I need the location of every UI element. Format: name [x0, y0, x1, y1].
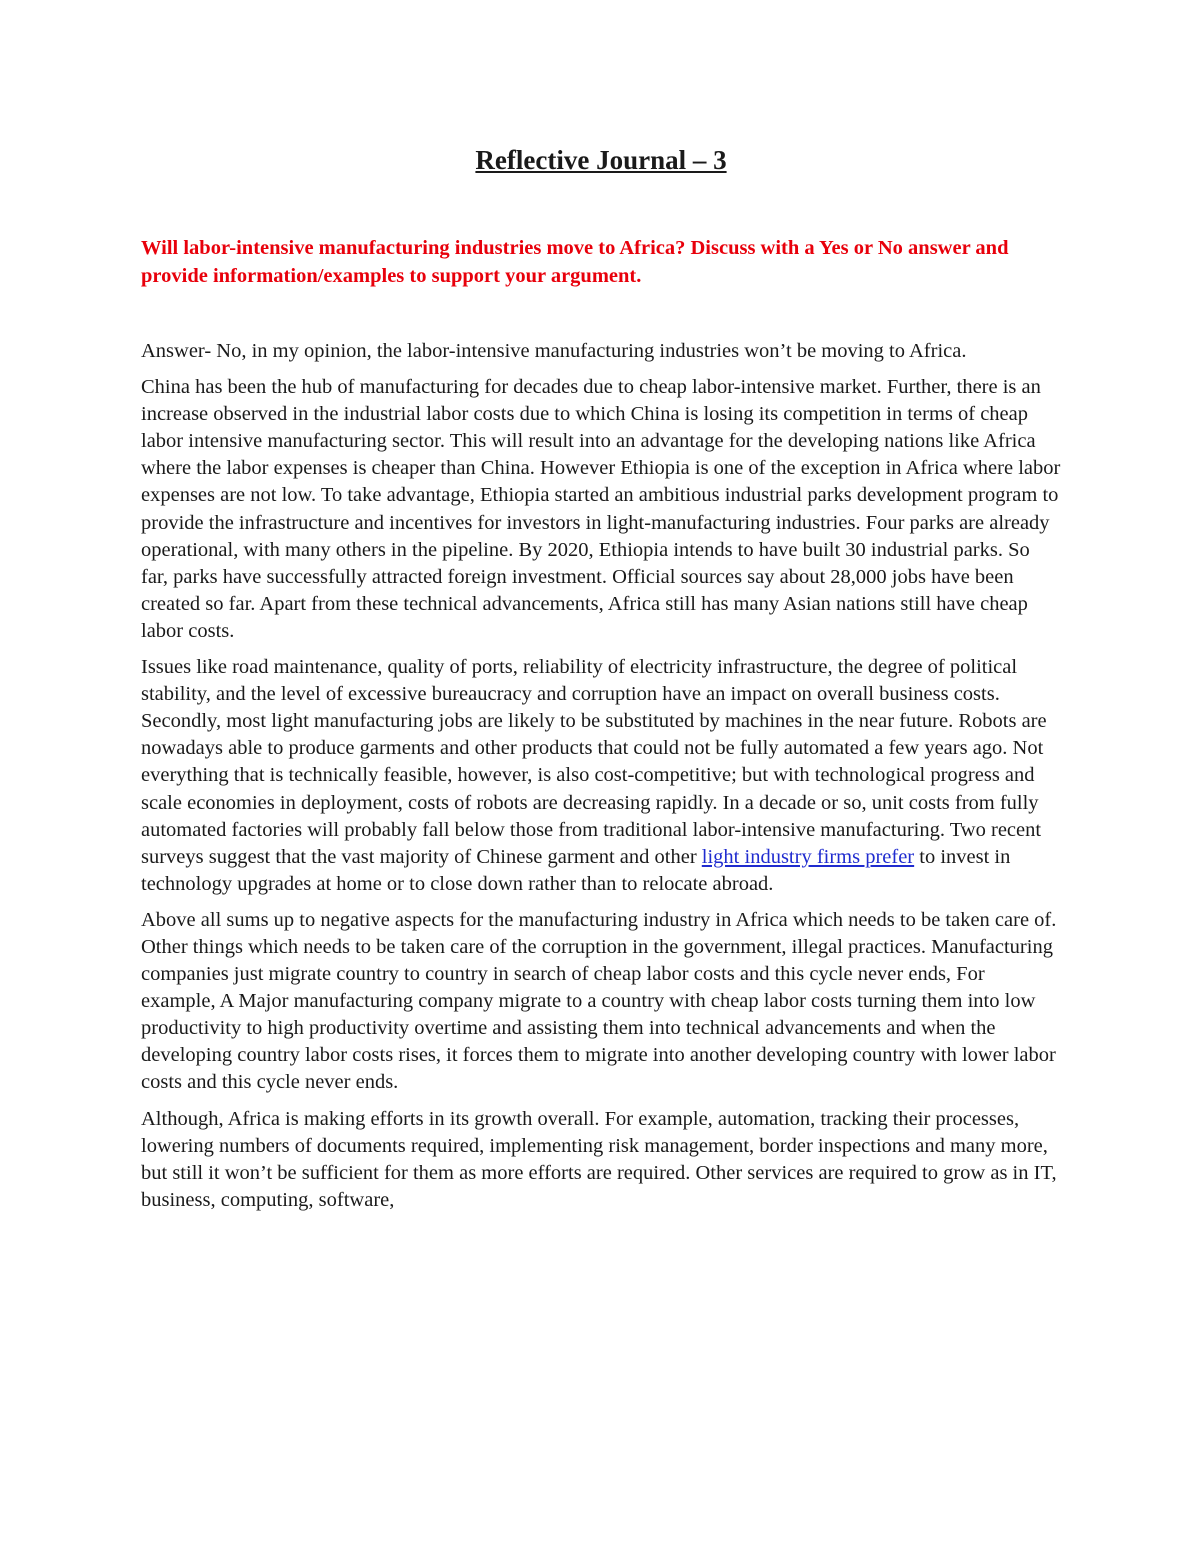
paragraph-china: China has been the hub of manufacturing for decades due to cheap labor-intensive market. Further, there is an increase observed in the industrial labor costs due to which China is losing its competition in terms of cheap labor intensive manufacturing sector. This will result into an advantage for the developing nations like Africa where the labor expenses is cheaper than China. However Ethiopia is one of the exception in Africa where labor expenses are not low. To take advantage, Ethiopia started an ambitious industrial parks development program to provide the infrastructure and incentives for investors in light-manufacturing industries. Four parks are already operational, with many others in the pipeline. By 2020, Ethiopia intends to have built 30 industrial parks. So far, parks have successfully attracted foreign investment. Official sources say about 28,000 jobs have been created so far. Apart from these technical advancements, Africa still has many Asian nations still have cheap labor costs. [141, 376, 1061, 642]
paragraph-issues [141, 654, 1061, 898]
paragraph-although: Although, Africa is making efforts in its growth overall. For example, automation, tracking their processes, lowering numbers of documents required, implementing risk management, border inspections and many more, but still it won’t be sufficient for them as more efforts are required. Other services are required to grow as in IT, business, computing, software, [141, 1107, 1057, 1211]
answer-paragraph: Answer- No, in my opinion, the labor-intensive manufacturing industries won’t be moving to Africa. [141, 340, 967, 362]
paragraph-above-all: Above all sums up to negative aspects for the manufacturing industry in Africa which needs to be taken care of. Other things which needs to be taken care of the corruption in the government, illegal practices. Manufacturing companies just migrate country to country in search of cheap labor costs and this cycle never ends, For example, A Major manufacturing company migrate to a country with cheap labor costs turning them into low productivity to high productivity overtime and assisting them into technical advancements and when the developing country labor costs rises, it forces them to migrate into another developing country with lower labor costs and this cycle never ends. [141, 908, 1057, 1094]
document-page [141, 140, 1061, 1214]
question-text: Will labor-intensive manufacturing industries move to Africa? Discuss with a Yes or No answer and provide information/examples to support your argument. [141, 237, 1009, 287]
paragraph-issues-text-after: to invest in technology upgrades at home or to close down rather than to relocate abroad. [141, 845, 1011, 895]
paragraph-issues-text-before: Issues like road maintenance, quality of ports, reliability of electricity infrastructure, the degree of political stability, and the level of excessive bureaucracy and corruption have an impact on overall business costs. Secondly, most light manufacturing jobs are likely to be substituted by machines in the near future. Robots are nowadays able to produce garments and other products that could not be fully automated a few years ago. Not everything that is technically feasible, however, is also cost-competitive; but with technological progress and scale economies in deployment, costs of robots are decreasing rapidly. In a decade or so, unit costs from fully automated factories will probably fall below those from traditional labor-intensive manufacturing. Two recent surveys suggest that the vast majority of Chinese garment and other [141, 656, 1047, 868]
light-industry-link[interactable]: light industry firms prefer [701, 845, 915, 868]
document-title: Reflective Journal – 3 [475, 145, 727, 175]
